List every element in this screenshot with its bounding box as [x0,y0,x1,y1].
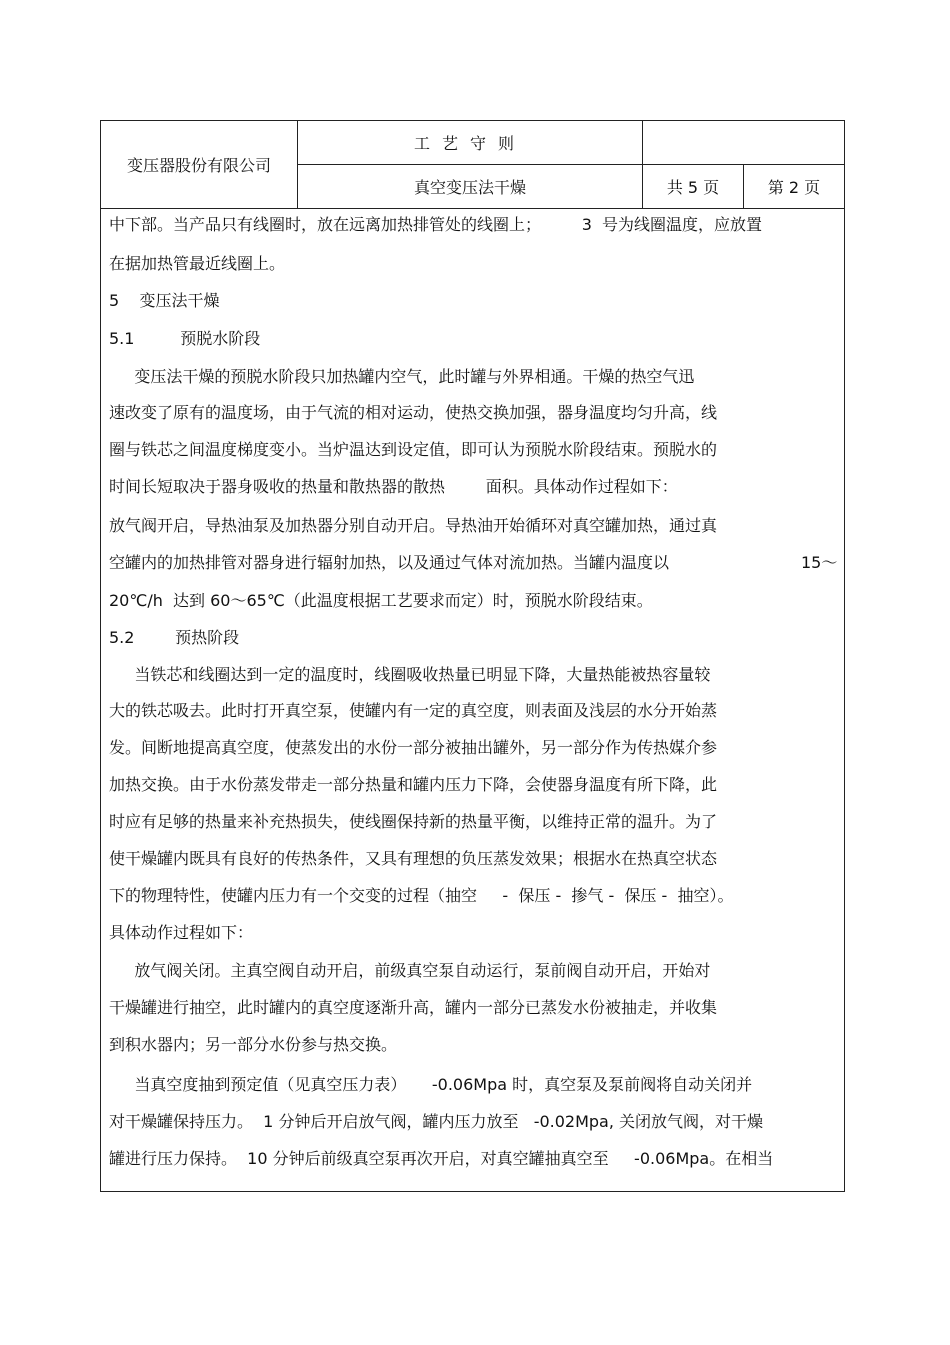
document-subtitle: 真空变压法干燥 [298,165,643,209]
document-page [100,120,845,1192]
text-line: 圈与铁芯之间温度梯度变小。当炉温达到设定值，即可认为预脱水阶段结束。预脱水的 [109,440,718,459]
text-line: 放气阀关闭。主真空阀自动开启，前级真空泵自动运行，泵前阀自动开启，开始对 [109,961,711,980]
total-pages: 共 5 页 [643,165,744,209]
text-line: 具体动作过程如下： [109,923,254,942]
text-line: 下的物理特性，使罐内压力有一个交变的过程（抽空 - 保压 - 掺气 - 保压 - 抽空）。 [109,886,734,905]
text-line: 中下部。当产品只有线圈时，放在远离加热排管处的线圈上； 3 号为线圈温度，应放置 [109,215,763,234]
text-line: 时间长短取决于器身吸收的热量和散热器的散热 面积。具体动作过程如下： [109,477,678,496]
header-table [101,121,844,209]
text-line: 时应有足够的热量来补充热损失，使线圈保持新的热量平衡，以维持正常的温升。为了 [109,812,718,831]
subsection-heading: 5.1 预脱水阶段 [109,329,261,348]
text-line: 加热交换。由于水份蒸发带走一部分热量和罐内压力下降，会使器身温度有所下降，此 [109,775,718,794]
text-line: 干燥罐进行抽空，此时罐内的真空度逐渐升高，罐内一部分已蒸发水份被抽走，并收集 [109,998,718,1017]
text-line: 在据加热管最近线圈上。 [109,254,286,273]
text-line: 使干燥罐内既具有良好的传热条件，又具有理想的负压蒸发效果；根据水在热真空状态 [109,849,718,868]
section-heading: 5 变压法干燥 [109,291,220,310]
header-blank-cell [643,121,844,165]
subsection-heading: 5.2 预热阶段 [109,628,240,647]
text-line: 空罐内的加热排管对器身进行辐射加热，以及通过气体对流加热。当罐内温度以 [109,553,670,572]
text-line: 发。间断地提高真空度，使蒸发出的水份一部分被抽出罐外，另一部分作为传热媒介参 [109,738,718,757]
text-line: 速改变了原有的温度场，由于气流的相对运动，使热交换加强，器身温度均匀升高，线 [109,403,718,422]
text-line: 当铁芯和线圈达到一定的温度时，线圈吸收热量已明显下降，大量热能被热容量较 [109,665,711,684]
text-line: 对干燥罐保持压力。 1 分钟后开启放气阀，罐内压力放至 -0.02Mpa, 关闭放气阀，对干燥 [109,1112,764,1131]
text-line: 当真空度抽到预定值（见真空压力表） -0.06Mpa 时，真空泵及泵前阀将自动关闭并 [109,1075,753,1094]
document-title: 工艺守则 [298,121,643,165]
page-number: 第 2 页 [744,165,844,209]
text-line: 变压法干燥的预脱水阶段只加热罐内空气，此时罐与外界相通。干燥的热空气迅 [109,367,695,386]
company-name: 变压器股份有限公司 [101,121,298,209]
text-line: 到积水器内；另一部分水份参与热交换。 [109,1035,398,1054]
text-line: 放气阀开启，导热油泵及加热器分别自动开启。导热油开始循环对真空罐加热，通过真 [109,516,718,535]
text-line-tail: 15～ [801,553,838,572]
text-line: 大的铁芯吸去。此时打开真空泵，使罐内有一定的真空度，则表面及浅层的水分开始蒸 [109,701,718,720]
text-line: 罐进行压力保持。 10 分钟后前级真空泵再次开启，对真空罐抽真空至 -0.06Mpa。在相当 [109,1149,774,1168]
text-line: 20℃/h 达到 60～65℃（此温度根据工艺要求而定）时，预脱水阶段结束。 [109,591,653,610]
